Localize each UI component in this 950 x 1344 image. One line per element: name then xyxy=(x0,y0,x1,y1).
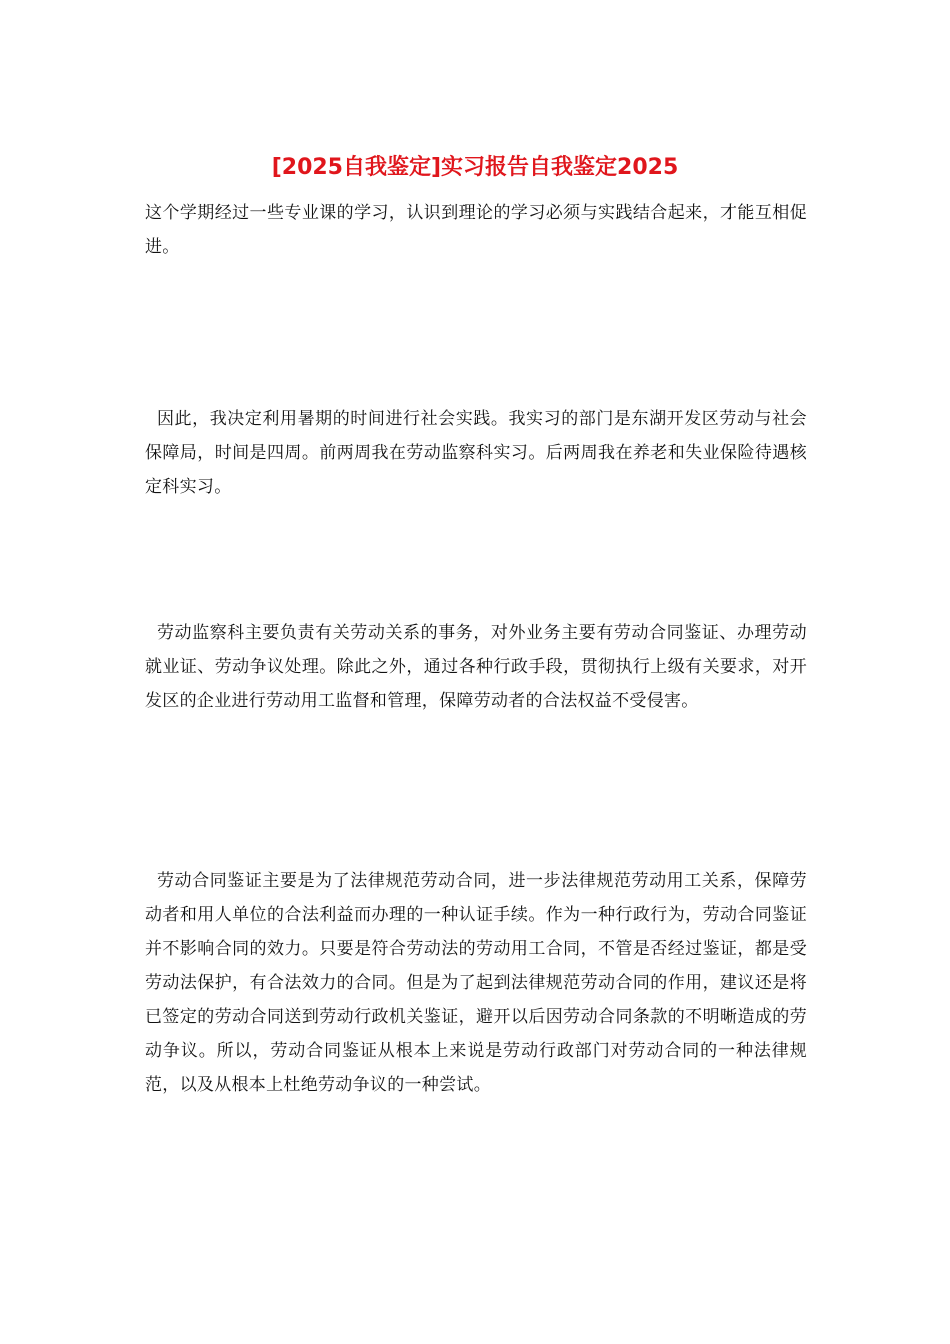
paragraph-3: 劳动监察科主要负责有关劳动关系的事务，对外业务主要有劳动合同鉴证、办理劳动就业证、劳动争议处理。除此之外，通过各种行政手段，贯彻执行上级有关要求，对开发区的企业进行劳动用工监督和管理，保障劳动者的合法权益不受侵害。 xyxy=(145,623,807,711)
paragraph-2: 因此，我决定利用暑期的时间进行社会实践。我实习的部门是东湖开发区劳动与社会保障局，时间是四周。前两周我在劳动监察科实习。后两周我在养老和失业保险待遇核定科实习。 xyxy=(145,409,807,497)
paragraph-4: 劳动合同鉴证主要是为了法律规范劳动合同，进一步法律规范劳动用工关系，保障劳动者和用人单位的合法利益而办理的一种认证手续。作为一种行政行为，劳动合同鉴证并不影响合同的效力。只要是符合劳动法的劳动用工合同，不管是否经过鉴证，都是受劳动法保护，有合法效力的合同。但是为了起到法律规范劳动合同的作用，建议还是将已签定的劳动合同送到劳动行政机关鉴证，避开以后因劳动合同条款的不明晰造成的劳动争议。所以，劳动合同鉴证从根本上来说是劳动行政部门对劳动合同的一种法律规范，以及从根本上杜绝劳动争议的一种尝试。 xyxy=(145,871,807,1095)
paragraph-1: 这个学期经过一些专业课的学习，认识到理论的学习必须与实践结合起来，才能互相促进。 xyxy=(145,203,807,257)
document-title: [2025自我鉴定]实习报告自我鉴定2025 xyxy=(271,155,679,180)
